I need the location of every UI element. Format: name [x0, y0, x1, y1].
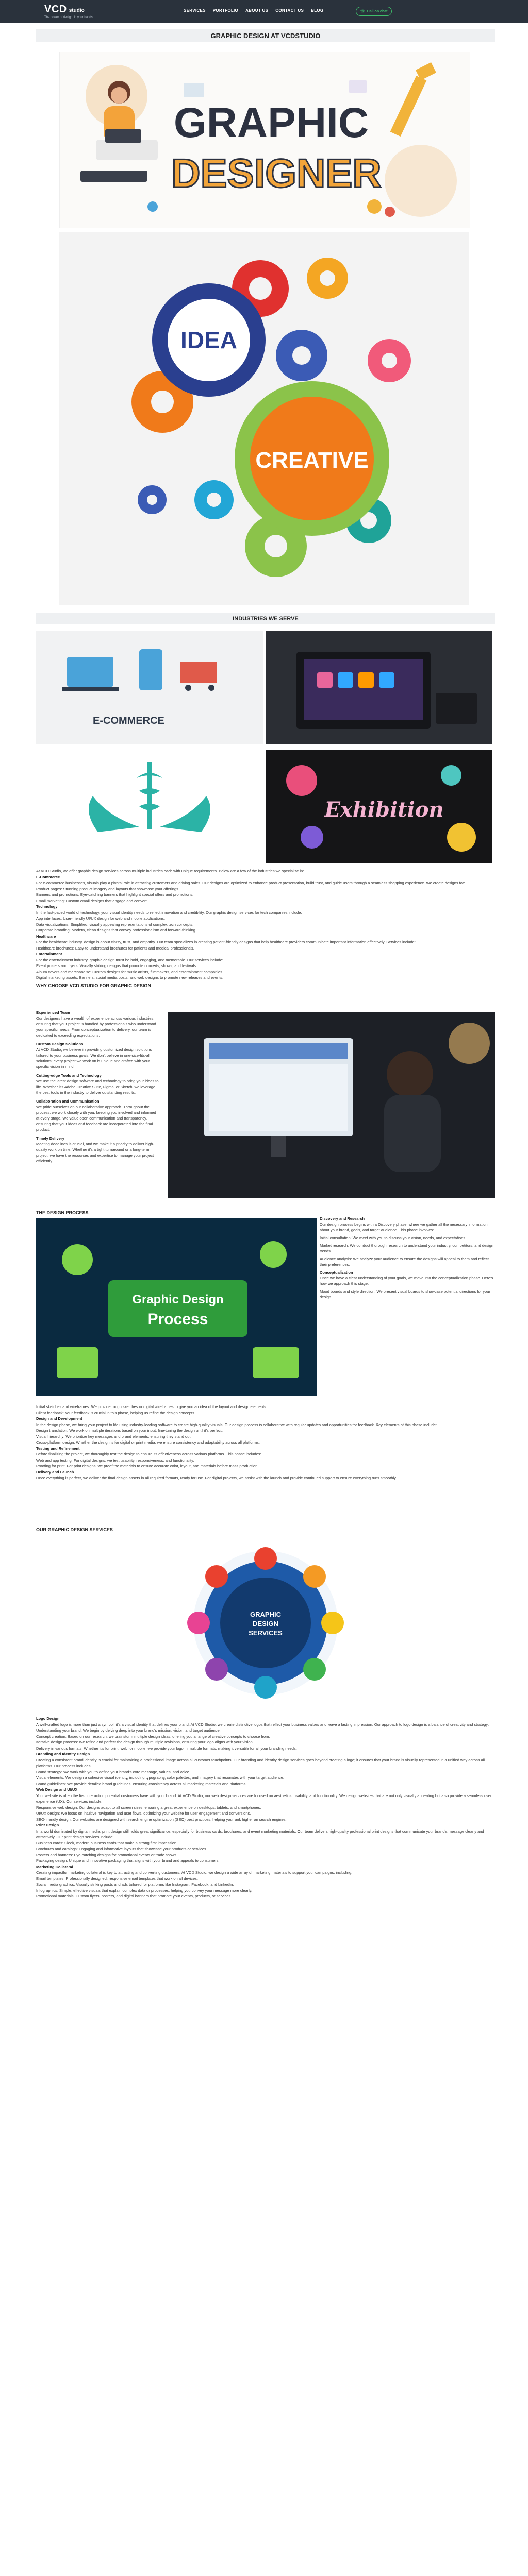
technology-heading: Technology — [36, 904, 58, 909]
process-subheading: Delivery and Launch — [36, 1469, 74, 1475]
service-item: UI/UX design: We focus on intuitive navigation and user flows, optimizing your website for user engagement and conversions. — [36, 1811, 251, 1816]
process-step-text: Audience analysis: We analyze your audience to ensure the designs will appeal to them and reflect their preferences. — [320, 1257, 489, 1267]
graphic-designer-illustration — [60, 52, 470, 228]
logo-subtext: studio — [69, 8, 85, 13]
why-list — [36, 1010, 160, 1164]
service-item: SEO-friendly design: Our websites are designed with search engine optimization (SEO) best practices, helping you rank higher on search engines. — [36, 1817, 287, 1822]
banner-line1: GRAPHIC — [173, 99, 369, 146]
service-heading: Print Design — [36, 1823, 59, 1827]
service-heading: Logo Design — [36, 1716, 60, 1721]
service-item: Brand strategy: We work with you to define your brand's core message, values, and voice. — [36, 1769, 190, 1774]
services-wheel-image — [36, 1540, 495, 1705]
process-paragraph: Proofing for print: For print designs, we proof the materials to ensure accurate color, layout, and materials before mass production. — [36, 1464, 259, 1468]
process-heading: THE DESIGN PROCESS — [36, 1210, 89, 1215]
healthcare-paragraph: For the healthcare industry, design is about clarity, trust, and empathy. Our team specializes in creating patient-friendly designs that help healthcare providers communicate important information effectively. Services include: — [36, 940, 416, 944]
why-text: At VCD Studio, we believe in providing customized design solutions tailored to your business goals. We don't believe in one-size-fits-all solutions; every project we work on is unique and crafted with your specific vision in mind. — [36, 1047, 152, 1069]
process-subheading: Design and Development — [36, 1416, 82, 1421]
nav-services[interactable]: SERVICES — [184, 8, 206, 13]
why-title: Timely Delivery — [36, 1136, 64, 1141]
process-paragraph: Before finalizing the project, we thoroughly test the design to ensure its effectiveness across various platforms. This phase includes: — [36, 1452, 261, 1456]
process-subheading: Testing and Refinement — [36, 1446, 80, 1451]
why-title: Collaboration and Communication — [36, 1099, 100, 1104]
industries-text — [36, 868, 495, 990]
service-item: Infographics: Simple, effective visuals that explain complex data or processes, helping you convey your message more clearly. — [36, 1888, 253, 1893]
industries-intro: At VCD Studio, we offer graphic design services across multiple industries each with unique requirements. Below are a few of the industries we specialize in: — [36, 869, 304, 873]
healthcare-heading: Healthcare — [36, 934, 56, 939]
process-paragraph: Design translation: We work on multiple iterations based on your input, fine-tuning the design until it's perfect. — [36, 1428, 223, 1433]
service-item: Promotional materials: Custom flyers, posters, and digital banners that promote your events, products, or services. — [36, 1894, 232, 1899]
entertainment-paragraph: For the entertainment industry, graphic design must be bold, engaging, and memorable. Our services include: — [36, 957, 223, 962]
main-nav — [184, 8, 323, 13]
list-item: Corporate branding: Modern, clean designs that convey professionalism and forward-thinking. — [36, 928, 197, 933]
wheel-line2: DESIGN — [253, 1620, 278, 1628]
service-item: Brochures and catalogs: Engaging and informative layouts that showcase your products or services. — [36, 1846, 207, 1851]
list-item: Album covers and merchandise: Custom designs for music artists, filmmakers, and entertainment companies. — [36, 969, 224, 974]
entertainment-image — [266, 750, 492, 863]
service-item: In a world dominated by digital media, print design still holds great significance, especially for business cards, brochures, and event marketing materials. Our team delivers high-quality professional print designs that communicate your brand's message clearly and attractively. Our print design services include: — [36, 1828, 484, 1839]
service-item: Brand guidelines: We provide detailed brand guidelines, ensuring consistency across all marketing materials and platforms. — [36, 1781, 247, 1786]
services-heading-wrap — [36, 1525, 495, 1534]
service-item: Iterative design process: We refine and perfect the design through multiple revisions, ensuring your logo aligns with your vision. — [36, 1740, 254, 1744]
service-item: Business cards: Sleek, modern business cards that make a strong first impression. — [36, 1840, 178, 1845]
page-title: GRAPHIC DESIGN AT VCDSTUDIO — [36, 29, 495, 42]
process-step-title: Conceptualization — [320, 1270, 353, 1275]
technology-image — [266, 631, 492, 744]
why-title: Cutting-edge Tools and Technology — [36, 1073, 102, 1078]
wheel-line1: GRAPHIC — [250, 1611, 281, 1618]
technology-illustration — [266, 631, 492, 744]
process-paragraph: Client feedback: Your feedback is crucial in this phase, helping us refine the design concepts. — [36, 1410, 195, 1415]
services-wheel — [36, 1540, 495, 1705]
process-step-text: Once we have a clear understanding of your goals, we move into the conceptualization phase. Here's how we approach this stage: — [320, 1276, 493, 1286]
service-item: Concept creation: Based on our research, we brainstorm multiple design ideas, offering you a range of creative concepts to choose from. — [36, 1734, 270, 1739]
desk-photo — [168, 1012, 495, 1198]
healthcare-illustration — [36, 750, 263, 863]
why-text: Our designers have a wealth of experience across various industries, ensuring that your project is handled by professionals who understand your specific needs. From conceptualization to delivery, our team is dedicated to exceeding expectations. — [36, 1016, 156, 1038]
service-item: Understanding your brand: We begin by delving deep into your brand's mission, vision, and target audience. — [36, 1728, 221, 1733]
ecommerce-heading: E-Commerce — [36, 874, 60, 879]
service-item: Delivery in various formats: Whether it's for print, web, or mobile, we provide your logo in multiple formats, making it versatile for all your branding needs. — [36, 1745, 297, 1751]
designer-at-desk-image — [168, 1012, 495, 1198]
process-step-text: Mood boards and style direction: We present visual boards to showcase potential directions for your design. — [320, 1289, 490, 1299]
service-item: Social media graphics: Visually striking posts and ads tailored for platforms like Instagram, Facebook, and LinkedIn. — [36, 1882, 234, 1887]
service-heading: Marketing Collateral — [36, 1864, 73, 1869]
ecommerce-label: E-COMMERCE — [93, 715, 164, 726]
whatsapp-icon: ☏ — [360, 10, 365, 13]
why-title: Custom Design Solutions — [36, 1042, 84, 1046]
process-title-line2: Process — [147, 1311, 208, 1328]
service-item: Creating impactful marketing collateral is key to attracting and converting customers. At VCD Studio, we design a wide array of marketing materials to support your campaigns, including: — [36, 1870, 353, 1875]
process-right-text — [320, 1216, 495, 1300]
process-paragraph: Cross-platform design: Whether the design is for digital or print media, we ensure consistency and adaptability across all platforms. — [36, 1440, 260, 1445]
process-step-text: Market research: We conduct thorough research to understand your industry, competitors, and design trends. — [320, 1243, 493, 1253]
healthcare-image — [36, 750, 263, 863]
process-below-text — [36, 1404, 495, 1481]
service-heading: Branding and Identity Design — [36, 1752, 90, 1756]
service-item: Responsive web design: Our designs adapt to all screen sizes, ensuring a great experience on desktops, tablets, and smartphones. — [36, 1805, 261, 1810]
top-navbar — [0, 0, 528, 23]
list-item: Data visualizations: Simplified, visually appealing representations of complex tech concepts. — [36, 922, 194, 927]
process-title-line1: Graphic Design — [132, 1293, 224, 1307]
banner-line2: DESIGNER — [171, 150, 382, 196]
design-process-image — [36, 1218, 317, 1396]
service-item: Email templates: Professionally designed, responsive email templates that work on all devices. — [36, 1876, 198, 1881]
nav-blog[interactable]: BLOG — [311, 8, 324, 13]
why-heading: WHY CHOOSE VCD STUDIO FOR GRAPHIC DESIGN — [36, 982, 151, 988]
list-item: Event posters and flyers: Visually striking designs that promote concerts, shows, and festivals. — [36, 963, 197, 968]
services-heading: OUR GRAPHIC DESIGN SERVICES — [36, 1527, 113, 1532]
whatsapp-label: Call on chat — [367, 9, 388, 13]
service-item: Visual elements: We design a cohesive visual identity, including typography, color palettes, and imagery that resonates with your target audience. — [36, 1775, 284, 1780]
list-item: Banners and promotions: Eye-catching banners that highlight special offers and promotions. — [36, 892, 194, 897]
ecommerce-paragraph: For e-commerce businesses, visuals play a pivotal role in attracting customers and driving sales. Our designs are optimized to enhance product presentation, build trust, and guide users through a seamless shopping experience. We create designs for: — [36, 880, 465, 885]
process-step-text: Our design process begins with a Discovery phase, where we gather all the necessary information about your brand, goals, and target audience. This phase involves: — [320, 1222, 488, 1232]
process-step-text: Initial consultation: We meet with you to discuss your vision, needs, and expectations. — [320, 1235, 467, 1240]
nav-contact[interactable]: CONTACT US — [275, 8, 304, 13]
process-paragraph: Visual hierarchy: We prioritize key messages and brand elements, ensuring they stand out. — [36, 1434, 192, 1439]
list-item: Digital marketing assets: Banners, social media posts, and web designs to promote new releases and events. — [36, 975, 224, 980]
service-item: A well-crafted logo is more than just a symbol; it's a visual identity that defines your brand. At VCD Studio, we create distinctive logos that reflect your business values and leave a lasting impression. Our approach to logo design is a balance of creativity and strategy: — [36, 1722, 489, 1727]
gear-word-creative: CREATIVE — [255, 448, 369, 473]
list-item: App interfaces: User-friendly UI/UX design for web and mobile applications. — [36, 916, 166, 921]
process-paragraph: Once everything is perfect, we deliver the final design assets in all required formats, ready for use. For digital projects, we assist with the launch and provide continued support to ensure everything runs smoothly. — [36, 1476, 397, 1480]
process-paragraph: In the design phase, we bring your project to life using industry-leading software to create high-quality visuals. Our design process is collaborative with regular updates and opportunities for feedback. Key elements of this phase include: — [36, 1422, 437, 1427]
ecommerce-illustration — [36, 631, 263, 744]
ecommerce-image — [36, 631, 263, 744]
gears-illustration — [59, 232, 469, 605]
service-item: Posters and banners: Eye-catching designs for promotional events or trade shows. — [36, 1852, 178, 1857]
wheel-line3: SERVICES — [249, 1629, 283, 1637]
exhibition-illustration — [266, 750, 492, 863]
why-text: We pride ourselves on our collaborative approach. Throughout the process, we work closely with you, keeping you involved and informed at every stage. We value open communication and transparency, ensuring that your ideas and feedback are incorporated into the final product. — [36, 1105, 156, 1132]
service-heading: Web Design and UI/UX — [36, 1787, 78, 1792]
why-title: Experienced Team — [36, 1010, 70, 1015]
whatsapp-button[interactable] — [356, 7, 392, 16]
exhibition-label: Exhibition — [324, 798, 444, 822]
nav-portfolio[interactable]: PORTFOLIO — [212, 8, 239, 13]
services-list — [36, 1716, 495, 1900]
logo-tagline: The power of design, in your hands — [44, 16, 93, 19]
graphic-designer-banner — [59, 52, 469, 228]
process-paragraph: Web and app testing: For digital designs, we test usability, responsiveness, and functionality. — [36, 1458, 194, 1463]
industries-heading: INDUSTRIES WE SERVE — [36, 613, 495, 624]
idea-creative-banner — [59, 232, 469, 605]
service-item: Creating a consistent brand identity is crucial for maintaining a professional image across all customer touchpoints. Our branding and identity design services goes beyond creating a logo; it ensures that your brand is visually represented in a unified way across all platforms. Our process includes: — [36, 1757, 485, 1768]
logo-text: VCD — [44, 4, 67, 15]
why-text: We use the latest design software and technology to bring your ideas to life. Whether it's Adobe Creative Suite, Figma, or Sketch, we leverage the best tools in the industry to deliver outstanding results. — [36, 1079, 159, 1095]
gear-word-idea: IDEA — [180, 327, 237, 353]
list-item: Email marketing: Custom email designs that engage and convert. — [36, 898, 148, 903]
nav-about[interactable]: ABOUT US — [245, 8, 269, 13]
list-item: Healthcare brochures: Easy-to-understand brochures for patients and medical professionals. — [36, 945, 194, 951]
list-item: Product pages: Stunning product imagery and layouts that showcase your offerings. — [36, 886, 179, 891]
service-item: Packaging design: Unique and innovative packaging that aligns with your brand and appeals to consumers. — [36, 1858, 220, 1863]
process-paragraph: Initial sketches and wireframes: We provide rough sketches or digital wireframes to give you an idea of the layout and design elements. — [36, 1404, 268, 1409]
why-text: Meeting deadlines is crucial, and we make it a priority to deliver high-quality work on time. Whether it's a tight turnaround or a long-term project, we have the resources and expertise to manage your project efficiently. — [36, 1142, 154, 1163]
entertainment-heading: Entertainment — [36, 952, 62, 956]
service-item: Your website is often the first interaction potential customers have with your brand. At VCD Studio, our web design services are focused on aesthetics, usability, and functionality. We design websites that are not only visually appealing but also provide a seamless user experience (UX). Our services include: — [36, 1793, 492, 1804]
process-step-title: Discovery and Research — [320, 1216, 365, 1221]
site-logo[interactable] — [44, 4, 93, 19]
technology-paragraph: In the fast-paced world of technology, your visual identity needs to reflect innovation and credibility. Our graphic design services for tech companies include: — [36, 910, 302, 915]
process-illustration — [36, 1218, 317, 1396]
